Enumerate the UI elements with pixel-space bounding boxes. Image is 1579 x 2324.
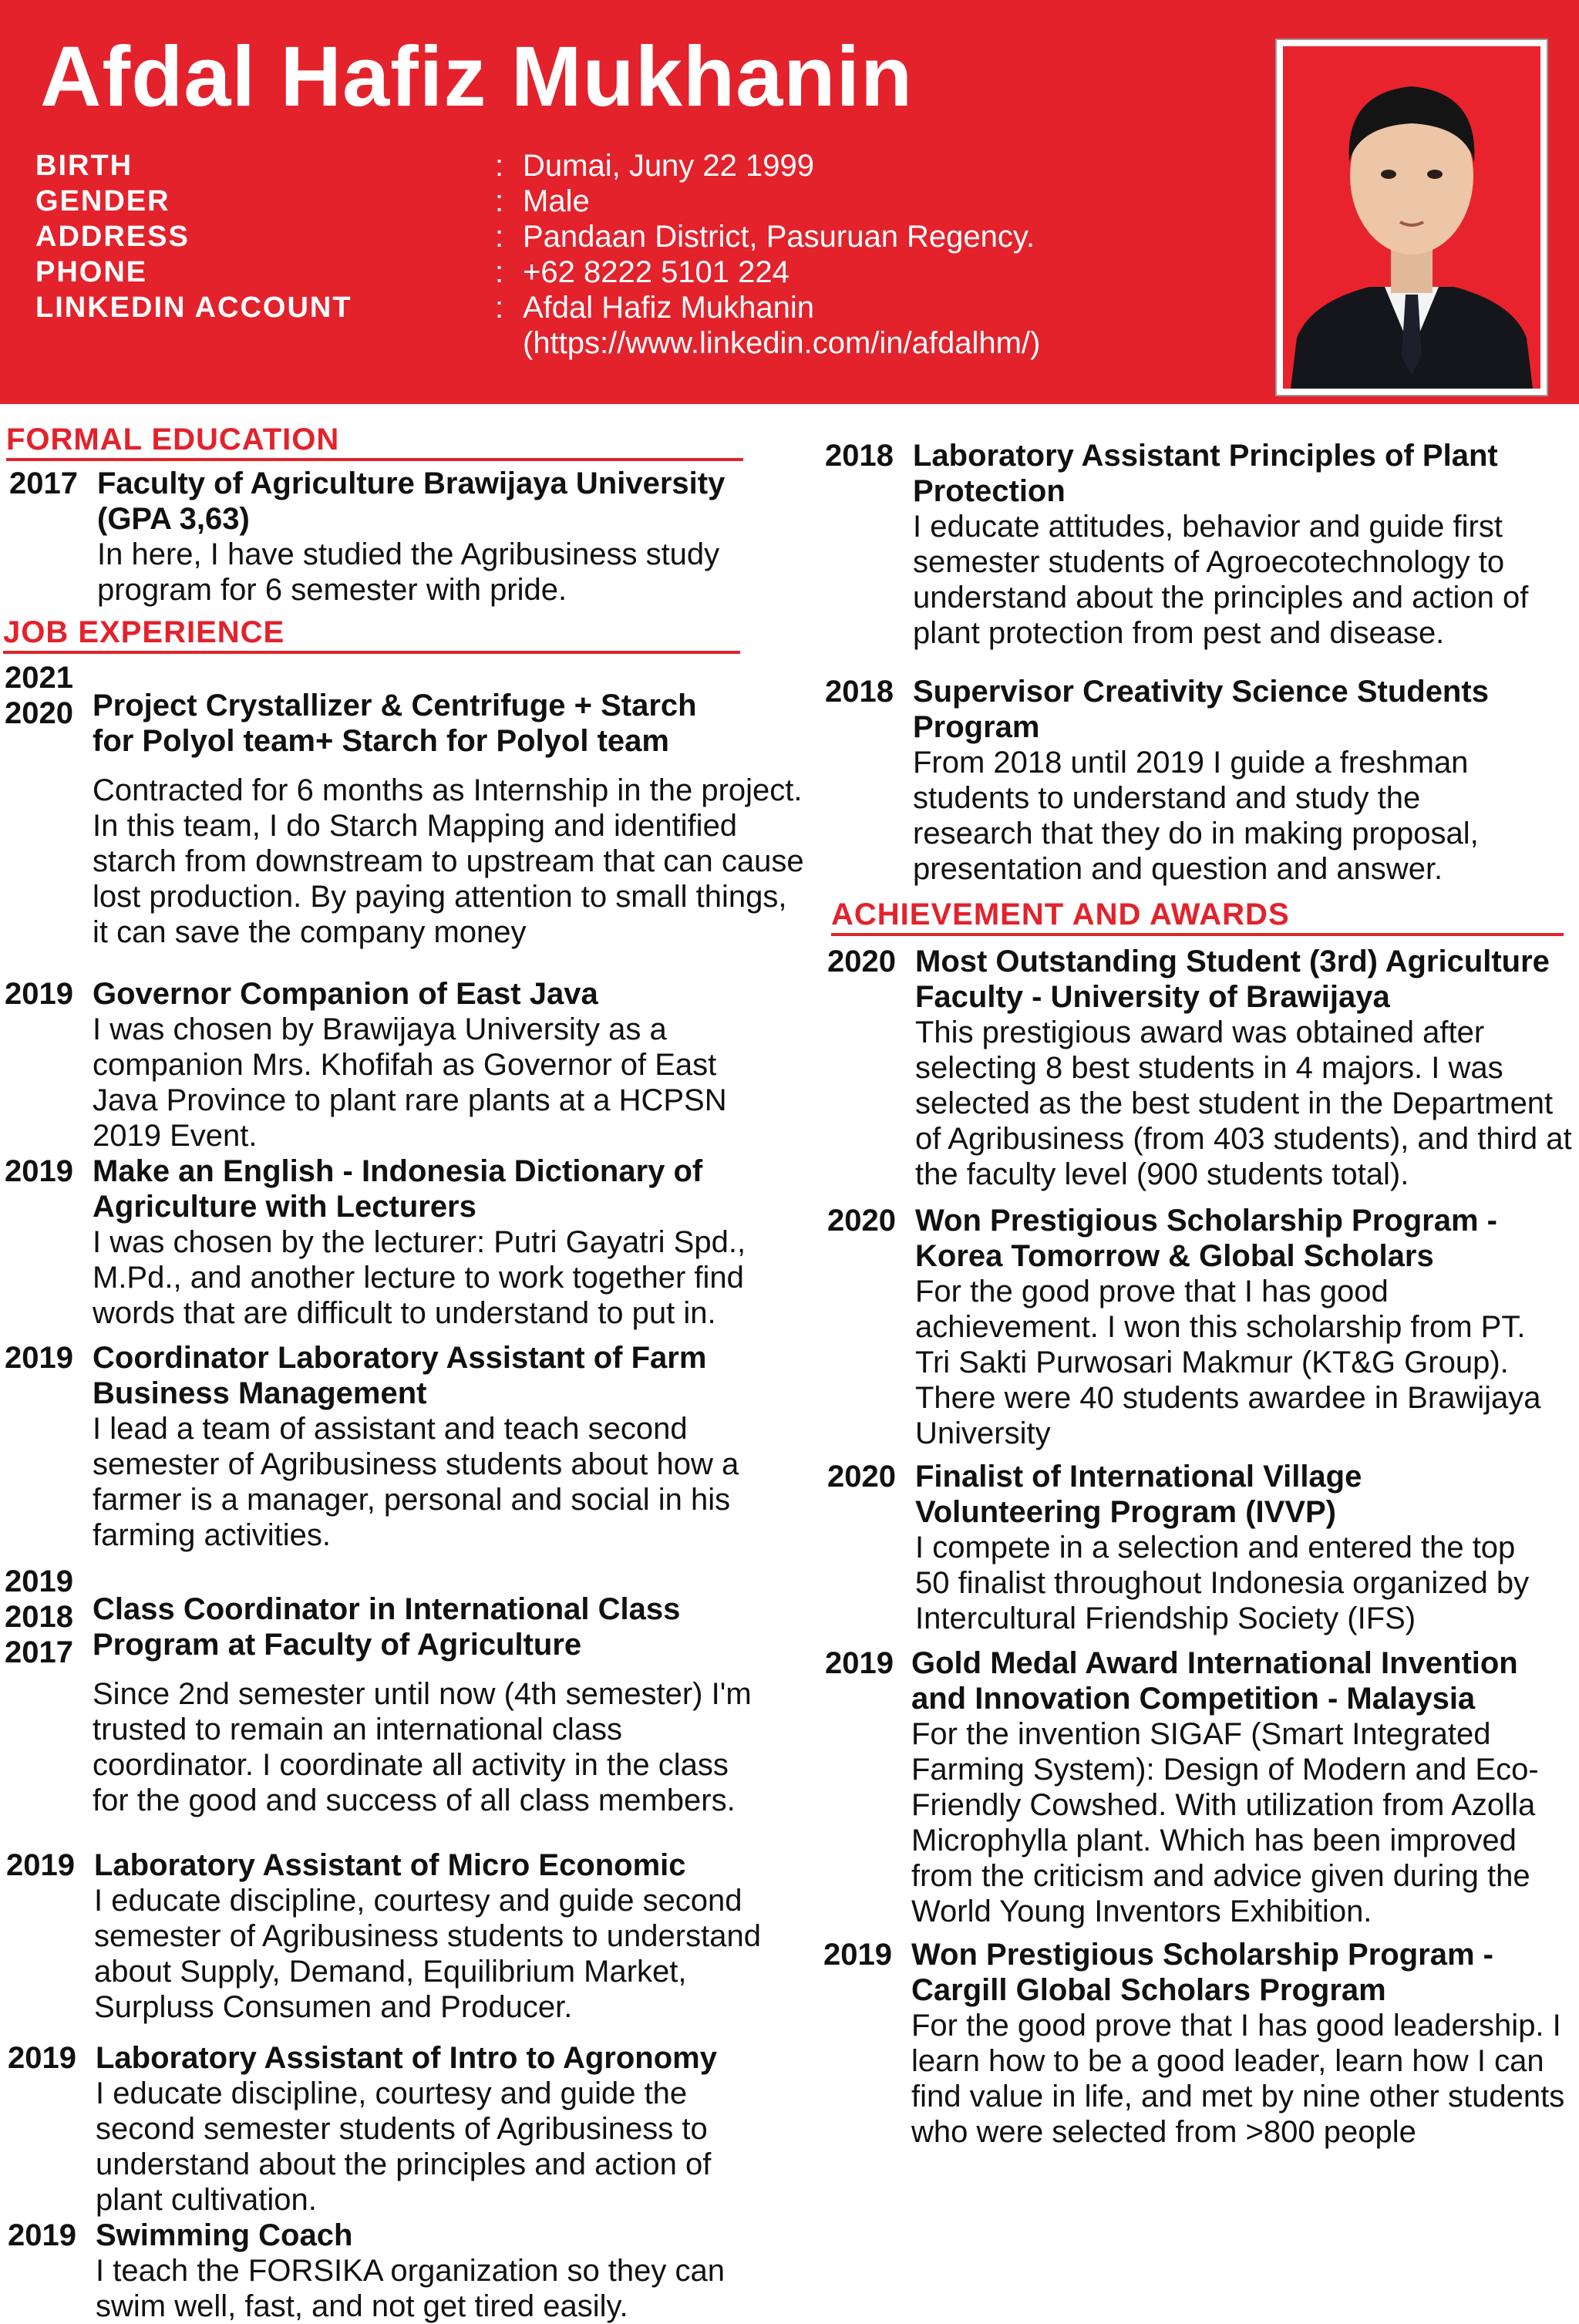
entry-description: I educate discipline, courtesy and guide the second semester students of Agribusiness to understand about the principles and action of plant cultivation. — [96, 2076, 712, 2217]
candidate-name: Afdal Hafiz Mukhanin — [40, 29, 914, 124]
info-label: ADDRESS — [35, 221, 190, 253]
entry-description: Since 2nd semester until now (4th semester) I'm trusted to remain an international class coordinator. I coordinate all activity in the class for the good and success of all class members. — [93, 1677, 752, 1817]
header-banner — [0, 0, 1579, 404]
award-entry — [817, 1203, 1579, 1451]
profile-photo — [1283, 46, 1540, 389]
info-colon: : — [495, 291, 504, 325]
education-entry — [0, 466, 817, 608]
entry-title: Laboratory Assistant of Micro Economic — [94, 1848, 686, 1882]
entry-description: I educate discipline, courtesy and guide second semester of Agribusiness students to understand about Supply, Demand, Equilibrium Market, Surpluss Consumen and Producer. — [94, 1884, 761, 2024]
award-entry — [817, 1645, 1579, 1929]
job-entry — [0, 2040, 817, 2218]
entry-description: For the good prove that I has good achievement. I won this scholarship from PT. Tri Sakti Purwosari Makmur (KT&G Group). There were 40 students awardee in Brawijaya University — [915, 1275, 1541, 1450]
entry-title: Laboratory Assistant of Intro to Agronomy — [96, 2041, 717, 2075]
entry-years: 2020 — [827, 1460, 896, 1494]
entry-description: From 2018 until 2019 I guide a freshman students to understand and study the research that they do in making proposal, presentation and question and answer. — [913, 746, 1479, 886]
entry-description: I was chosen by Brawijaya University as a companion Mrs. Khofifah as Governor of East Java Province to plant rare plants at a HCPSN 2019 Event. — [93, 1012, 727, 1153]
job-entry — [0, 1847, 817, 2025]
section-heading-achievements: ACHIEVEMENT AND AWARDS — [831, 898, 1564, 936]
entry-years: 2019 — [8, 2041, 76, 2075]
info-label: GENDER — [35, 185, 170, 217]
entry-years: 2019 — [5, 977, 73, 1011]
entry-title: Laboratory Assistant Principles of Plant Protection — [913, 439, 1498, 508]
info-colon: : — [495, 220, 504, 254]
portrait-illustration — [1283, 46, 1540, 389]
left-column — [0, 423, 817, 2324]
entry-description: I teach the FORSIKA organization so they can swim well, fast, and not get tired easily. — [96, 2254, 726, 2323]
entry-years: 2019 — [5, 1154, 73, 1188]
entry-description: For the good prove that I has good leadership. I learn how to be a good leader, learn how I can find value in life, and met by nine other students who were selected from >800 people — [911, 2009, 1565, 2149]
entry-years: 2019 — [823, 1938, 892, 1972]
award-entry — [817, 1937, 1579, 2150]
job-entry — [0, 976, 817, 1154]
job-entry — [817, 674, 1579, 887]
job-entry — [0, 1564, 817, 1832]
entry-title: Project Crystallizer & Centrifuge + Starch for Polyol team+ Starch for Polyol team — [93, 689, 697, 758]
info-value: Male — [523, 184, 590, 218]
entry-description: I educate attitudes, behavior and guide first semester students of Agroecotechnology to understand about the principles and action of plant protection from pest and disease. — [913, 510, 1529, 650]
entry-description: For the invention SIGAF (Smart Integrated Farming System): Design of Modern and Eco-Friendly Cowshed. With utilization from Azolla Microphylla plant. Which has been improved from the criticism and advice given during the World Young Inventors Exhibition. — [911, 1717, 1539, 1928]
entry-title: Won Prestigious Scholarship Program - Korea Tomorrow & Global Scholars — [915, 1204, 1497, 1273]
entry-title: Supervisor Creativity Science Students Program — [913, 675, 1489, 744]
entry-years: 2019 — [825, 1646, 894, 1680]
info-value: Pandaan District, Pasuruan Regency. — [523, 220, 1035, 254]
linkedin-url[interactable]: (https://www.linkedin.com/in/afdalhm/) — [523, 326, 1041, 360]
entry-years: 2019 — [6, 1848, 75, 1882]
info-value: Dumai, Juny 22 1999 — [523, 149, 815, 183]
entry-years: 2017 — [9, 466, 78, 500]
entry-title: Gold Medal Award International Invention and Innovation Competition - Malaysia — [911, 1646, 1518, 1716]
entry-years: 2018 — [825, 439, 894, 473]
info-colon: : — [495, 255, 504, 289]
job-entry — [0, 2218, 817, 2324]
info-value: Afdal Hafiz Mukhanin — [523, 291, 814, 325]
entry-title: Class Coordinator in International Class Program at Faculty of Agriculture — [93, 1592, 681, 1662]
job-entry — [0, 660, 817, 964]
entry-years: 2020 — [827, 945, 896, 978]
info-colon: : — [495, 149, 504, 183]
entry-title: Finalist of International Village Volunteering Program (IVVP) — [915, 1460, 1362, 1529]
entry-title: Won Prestigious Scholarship Program - Cargill Global Scholars Program — [911, 1938, 1493, 2007]
entry-title: Swimming Coach — [96, 2218, 353, 2252]
entry-years: 2019 2018 2017 — [5, 1564, 73, 1669]
info-label: PHONE — [35, 256, 148, 288]
entry-years: 2020 — [827, 1204, 896, 1238]
entry-years: 2021 2020 — [5, 661, 73, 730]
info-value: +62 8222 5101 224 — [523, 255, 790, 289]
section-heading-job-experience: JOB EXPERIENCE — [3, 615, 740, 654]
entry-years: 2018 — [825, 675, 894, 709]
entry-title: Make an English - Indonesia Dictionary of Agriculture with Lecturers — [93, 1154, 703, 1224]
entry-title: Faculty of Agriculture Brawijaya University (GPA 3,63) — [97, 466, 726, 536]
entry-description: I lead a team of assistant and teach second semester of Agribusiness students about how a farmer is a manager, personal and social in his farming activities. — [93, 1412, 739, 1552]
entry-description: This prestigious award was obtained after selecting 8 best students in 4 majors. I was selected as the best student in the Department of Agribusiness (from 403 students), and third at the faculty level (900 students total). — [915, 1015, 1572, 1191]
job-entry — [0, 1154, 817, 1331]
job-entry — [0, 1340, 817, 1553]
entry-description: Contracted for 6 months as Internship in the project. In this team, I do Starch Mapping and identified starch from downstream to upstream that can cause lost production. By paying attention to small things, it can save the company money — [93, 773, 804, 949]
entry-years: 2019 — [8, 2218, 76, 2252]
entry-description: I compete in a selection and entered the top 50 finalist throughout Indonesia organized by Intercultural Friendship Society (IFS) — [915, 1531, 1530, 1635]
info-colon: : — [495, 184, 504, 218]
right-column — [817, 423, 1579, 2150]
entry-title: Most Outstanding Student (3rd) Agriculture Faculty - University of Brawijaya — [915, 945, 1550, 1014]
job-entry — [817, 438, 1579, 651]
entry-years: 2019 — [5, 1341, 73, 1375]
info-label: BIRTH — [35, 150, 133, 182]
award-entry — [817, 944, 1579, 1192]
entry-description: In here, I have studied the Agribusiness study program for 6 semester with pride. — [97, 537, 720, 607]
award-entry — [817, 1459, 1579, 1636]
profile-photo-frame — [1275, 39, 1548, 396]
entry-title: Coordinator Laboratory Assistant of Farm Business Management — [93, 1341, 707, 1410]
section-heading-formal-education: FORMAL EDUCATION — [6, 423, 743, 461]
entry-title: Governor Companion of East Java — [93, 977, 598, 1011]
info-label: LINKEDIN ACCOUNT — [35, 291, 352, 324]
entry-description: I was chosen by the lecturer: Putri Gayatri Spd., M.Pd., and another lecture to work together find words that are difficult to understand to put in. — [93, 1225, 746, 1330]
